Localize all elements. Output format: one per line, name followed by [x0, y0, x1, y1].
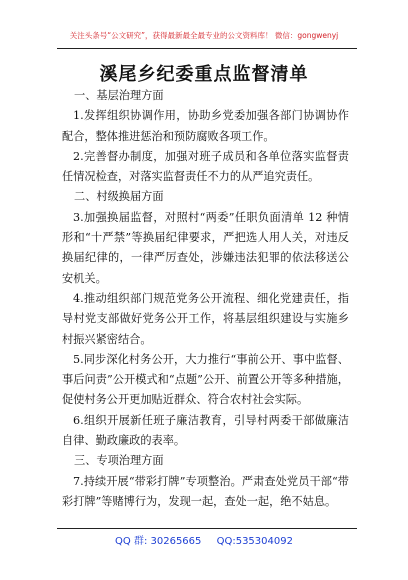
section-special-rectification	[62, 451, 349, 512]
list-item: 2.完善督办制度，加强对班子成员和各单位落实监督责任情况检查，对落实监督责任不力的从严追究责任。	[62, 149, 349, 184]
qq-group-label: QQ 群: 30265665	[115, 536, 202, 547]
section-heading: 二、村级换届方面	[74, 190, 164, 204]
section-heading: 三、专项治理方面	[74, 454, 164, 468]
section-heading: 一、基层治理方面	[74, 89, 164, 102]
section-grassroots	[62, 86, 349, 187]
section-village-election	[62, 187, 349, 451]
document-body	[62, 86, 349, 512]
footer-contact	[0, 532, 408, 547]
header-banner: 关注头条号“公文研究”，获得最新最全最专业的公文资料库！ 微信：gongwenyj	[69, 31, 339, 40]
list-item: 4.推动组织部门规范党务公开流程、细化党建责任，指导村党支部做好党务公开工作，将基层组织建设与实施乡村振兴紧密结合。	[62, 291, 349, 346]
list-item: 1.发挥组织协调作用，协助乡党委加强各部门协调协作配合，整体推进惩治和预防腐败各项工作。	[62, 109, 349, 143]
list-item: 5.同步深化村务公开，大力推行“事前公开、事中监督、事后问责”公开模式和“点题”公开、前置公开等多种措施，促使村务公开更加贴近群众、符合农村社会实际。	[62, 352, 349, 407]
footer-divider	[57, 528, 357, 529]
list-item: 7.持续开展“带彩打牌”专项整治。严肃查处党员干部“带彩打牌”等赌博行为，发现一起，查处一起，绝不姑息。	[62, 474, 349, 508]
list-item: 6.组织开展新任班子廉洁教育，引导村两委干部做廉洁自律、勤政廉政的表率。	[62, 413, 349, 448]
header-divider	[57, 48, 357, 49]
page-title: 溪尾乡纪委重点监督清单	[99, 64, 309, 85]
qq-label: QQ:535304092	[216, 536, 293, 547]
list-item: 3.加强换届监督，对照村“两委”任职负面清单 12 种情形和“十严禁”等换届纪律要求，严把选人用人关，对违反换届纪律的，一律严厉查处，涉嫌违法犯罪的依法移送公安机关。	[62, 210, 349, 285]
